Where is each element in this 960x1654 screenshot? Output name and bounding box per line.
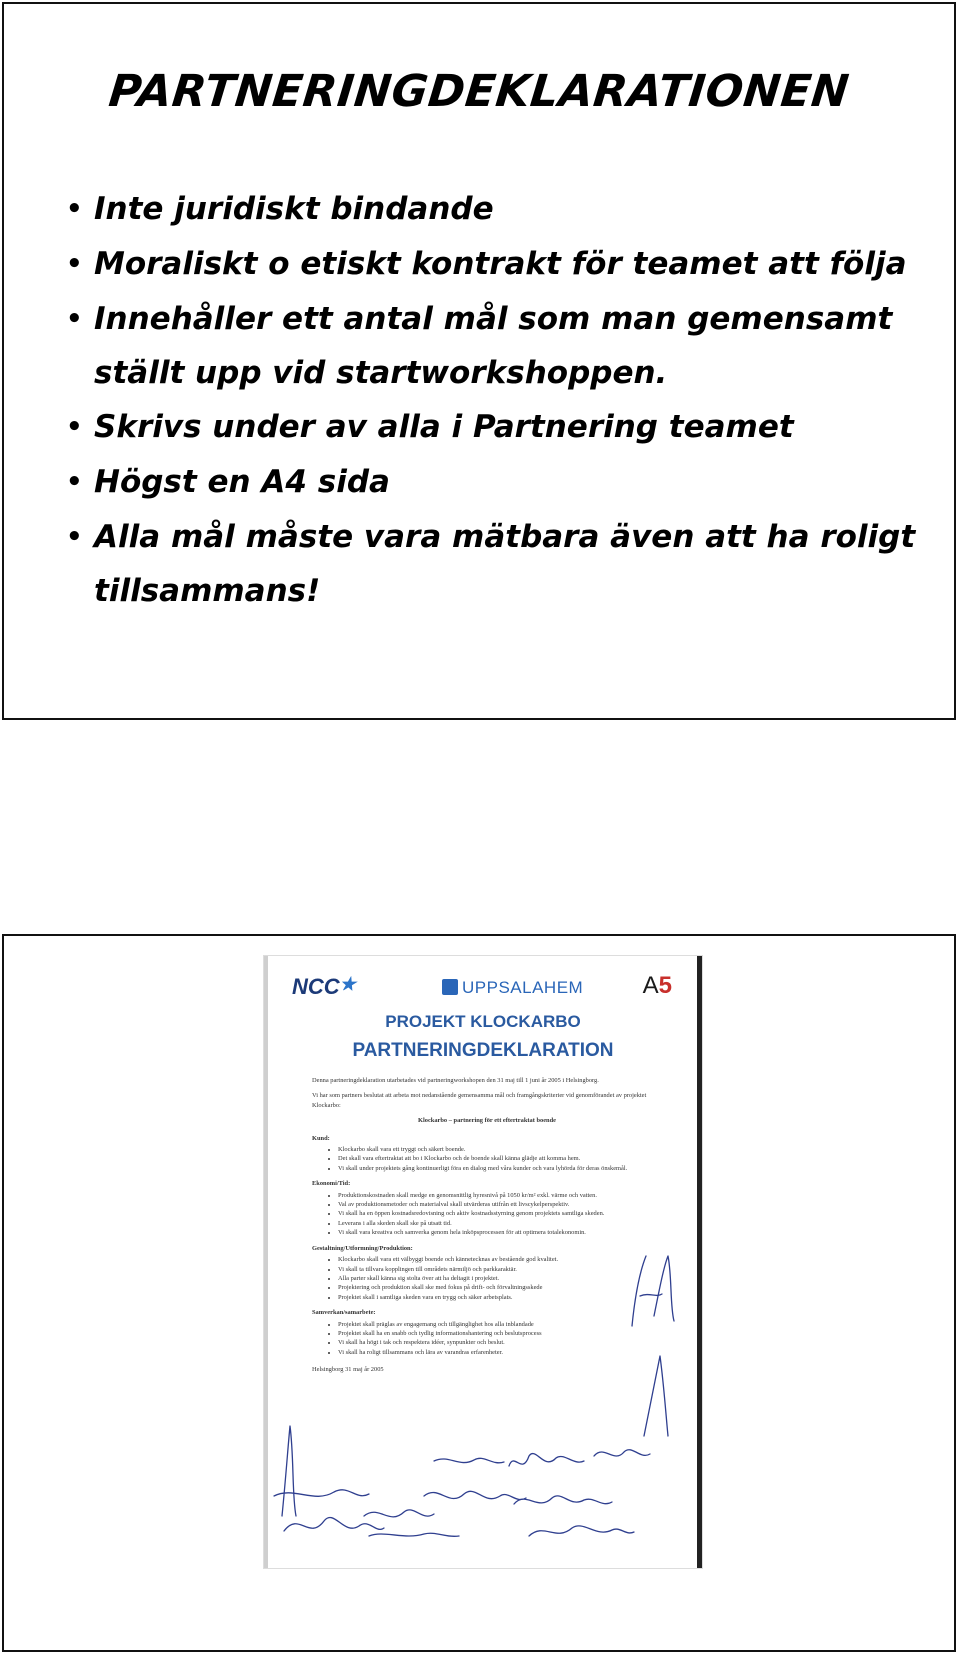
signature [509,1454,584,1466]
section-item: • Val av produktionsmetoder och materialval skall utvärderas utifrån ett livscykelperspektiv. [338,1200,662,1209]
signature [529,1526,634,1536]
bullet-dot-icon: • [66,249,83,279]
signature [369,1533,459,1536]
intro-paragraph: Denna partneringdeklaration utarbetades vid partneringworkshopen den 31 maj till 1 juni år 2005 i Helsingborg. [312,1077,599,1084]
slide-title: PARTNERINGDEKLARATIONEN [106,66,852,117]
bullet-item [66,400,926,455]
bullet-list [66,182,926,618]
section-list [312,1255,662,1302]
section-heading: Gestaltning/Utformning/Produktion: [312,1244,413,1252]
bullet-item [66,237,926,292]
uppsalahem-logo: UPPSALAHEM [442,978,583,998]
section-heading: Kund: [312,1134,330,1142]
slide-1 [2,2,956,720]
bullet-text: Inte juridiskt bindande [94,191,494,227]
section-item: • Leverans i alla skeden skall ske på utsatt tid. [338,1219,662,1228]
section-item: • Alla parter skall känna sig stolta över att ha deltagit i projektet. [338,1274,662,1283]
section-item: • Klockarbo skall vara ett tryggt och säkert boende. [338,1145,662,1154]
section-item: • Klockarbo skall vara ett välbyggt boende och kännetecknas av bestående god kvalitet. [338,1255,662,1264]
section-item: • Projektet skall präglas av engagemang och tillgänglighet hos alla inblandade [338,1320,662,1329]
bullet-item [66,292,926,400]
section-item: • Vi skall ha roligt tillsammans och lära av varandras erfarenheter. [338,1348,662,1357]
intro-paragraph: Vi har som partners beslutat att arbeta mot nedanstående gemensamma mål och framgångskriterier vid genomförandet av projektet Klockarbo: [312,1092,647,1109]
declaration-subtitle: Klockarbo – partnering för ett eftertraktat boende [418,1117,556,1125]
section-item: • Projektet skall i samtliga skeden vara en trygg och säker arbetsplats. [338,1293,662,1302]
section-list [312,1320,662,1358]
section-heading: Ekonomi/Tid: [312,1180,351,1188]
signature [364,1510,434,1517]
bullet-item [66,510,926,618]
bullet-dot-icon: • [66,522,83,552]
section-item: • Projektet skall ha en snabb och tydlig informationshantering och beslutsprocess [338,1329,662,1338]
bullet-text: Alla mål måste vara mätbara även att ha roligt tillsammans! [94,519,916,609]
bullet-dot-icon: • [66,194,83,224]
section-item: • Vi skall under projektets gång kontinuerligt föra en dialog med våra kunder och vara lyhörda för deras önskemål. [338,1164,662,1173]
section-list [312,1145,662,1173]
declaration-heading: PARTNERINGDEKLARATION [352,1040,614,1061]
bullet-dot-icon: • [66,412,83,442]
section-item: • Vi skall ha högt i tak och respektera idéer, synpunkter och beslut. [338,1338,662,1347]
place-date: Helsingborg 31 maj år 2005 [312,1366,384,1374]
bullet-item [66,455,926,510]
uppsalahem-mark-icon [442,979,458,995]
bullet-dot-icon: • [66,304,83,334]
ncc-logo: NCC★ [292,974,356,999]
section-item: • Vi skall vara kreativa och samverka genom hela inköpsprocessen för att optimera totalekonomin. [338,1228,662,1237]
star-icon: ★ [339,974,356,994]
signature [514,1496,612,1504]
section-list [312,1191,662,1238]
signature [274,1490,369,1496]
bullet-text: Högst en A4 sida [94,464,390,500]
bullet-text: Innehåller ett antal mål som man gemensamt ställt upp vid startworkshoppen. [94,301,893,391]
bullet-item [66,182,926,237]
signature [434,1458,504,1463]
declaration-document-image [264,956,702,1568]
section-item: • Projektering och produktion skall ske med fokus på drift- och förvaltningsskede [338,1283,662,1292]
signature [424,1491,526,1499]
slide-2 [2,934,956,1652]
section-heading: Samverkan/samarbete: [312,1309,376,1317]
bullet-text: Moraliskt o etiskt kontrakt för teamet att följa [94,246,907,282]
section-item: • Det skall vara eftertraktat att bo i Klockarbo och de boende skall känna glädje att komma hem. [338,1154,662,1163]
section-item: • Vi skall ta tillvara kopplingen till områdets närmiljö och parkkaraktär. [338,1265,662,1274]
declaration-body [312,1076,662,1381]
logo-row [292,968,672,1004]
section-item: • Vi skall ha en öppen kostnadsredovisning och aktiv kostnadsstyrning genom projektets samtliga skeden. [338,1209,662,1218]
a5-logo: A5 [642,972,672,999]
project-title: PROJEKT KLOCKARBO [385,1012,581,1031]
bullet-text: Skrivs under av alla i Partnering teamet [94,409,794,445]
section-item: • Produktionskostnaden skall medge en genomsnittlig hyresnivå på 1050 kr/m² exkl. värme och vatten. [338,1191,662,1200]
signature [284,1517,384,1531]
bullet-dot-icon: • [66,467,83,497]
signature [282,1426,296,1516]
signature [594,1450,650,1456]
